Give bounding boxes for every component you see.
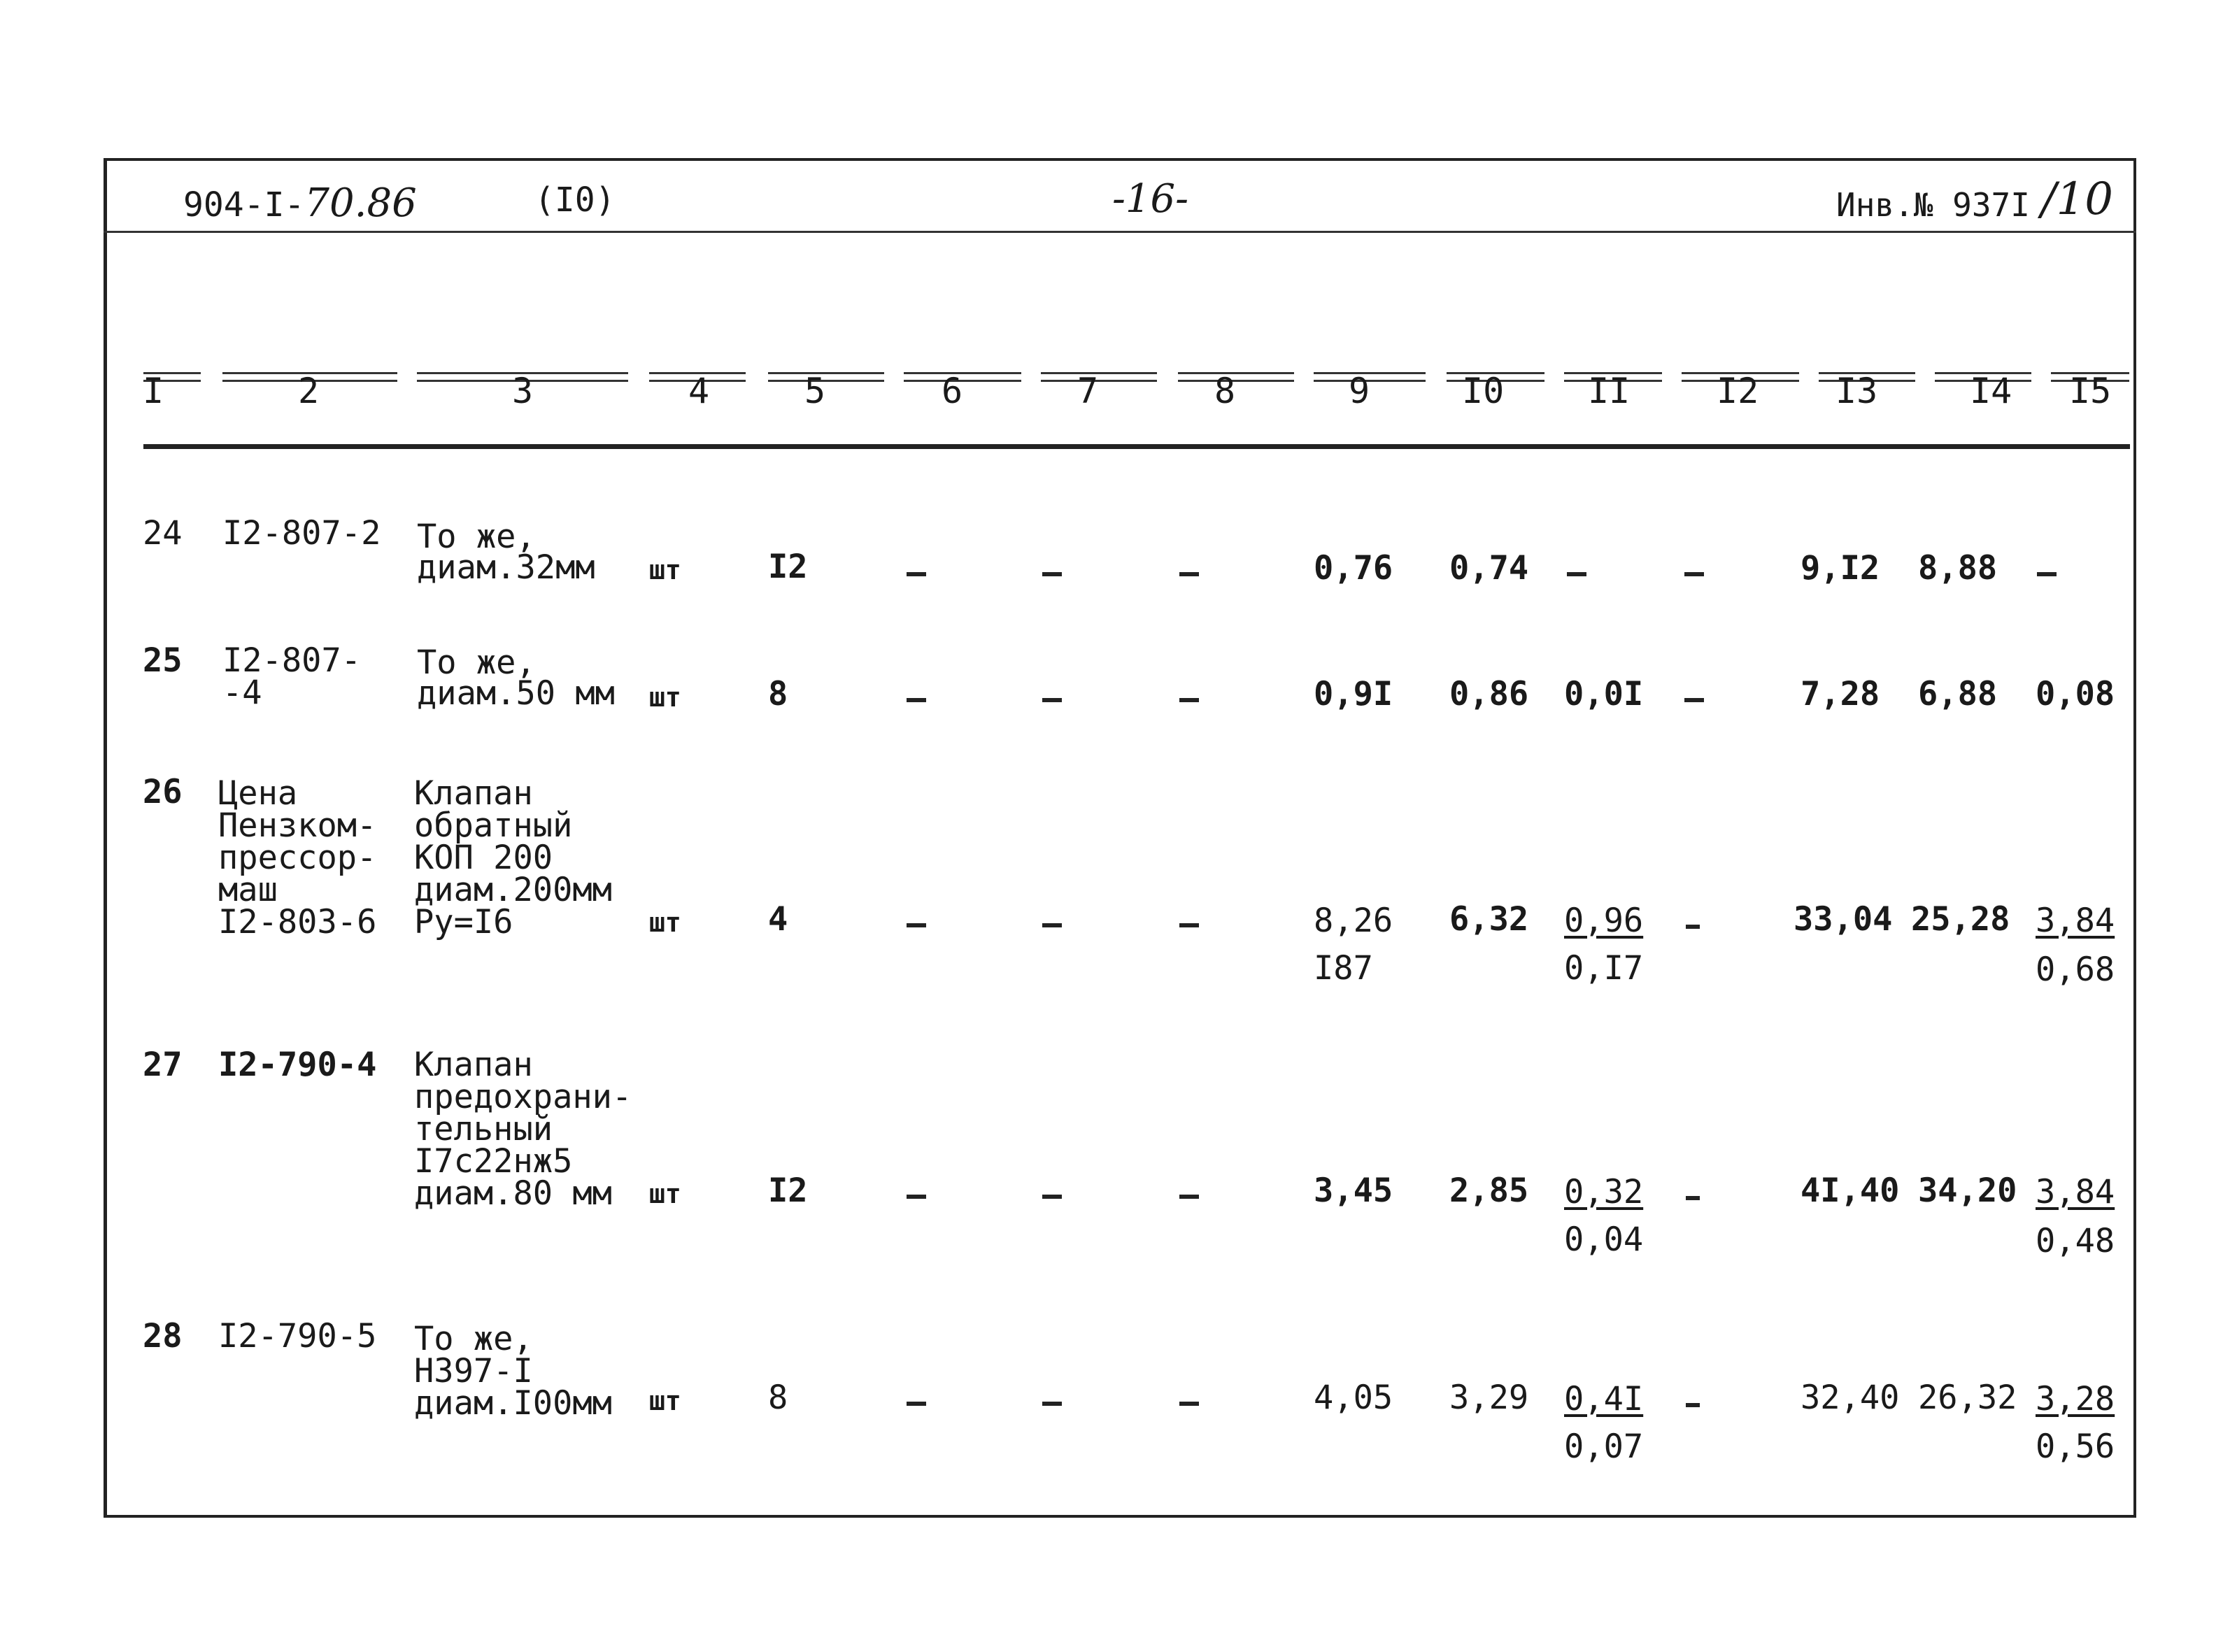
document-code-prefix: 904-I-	[183, 185, 305, 225]
empty-dash	[1042, 1402, 1062, 1406]
row-col11: 0,32	[1564, 1173, 1644, 1211]
row-number: 26	[143, 773, 183, 811]
table-header-rule	[143, 444, 2130, 449]
row-number: 28	[143, 1317, 183, 1355]
empty-dash	[907, 923, 926, 927]
row-col14: 25,28	[1911, 900, 2010, 939]
row-code: Цена Пензком- прессор- маш I2-803-6	[218, 774, 377, 941]
page-frame	[104, 158, 2136, 1518]
page-number: -16-	[1112, 176, 1189, 222]
row-col9: 8,26	[1314, 902, 1393, 940]
row-col9: 0,76	[1314, 549, 1393, 588]
empty-dash	[1567, 572, 1586, 576]
row-col14: 34,20	[1918, 1172, 2017, 1210]
row-qty: 8	[768, 1379, 788, 1417]
column-number: I	[143, 371, 164, 411]
empty-dash	[907, 1195, 926, 1199]
row-unit: шт	[649, 555, 681, 585]
row-col11: 0,96	[1564, 902, 1644, 940]
row-col11: 0,4I	[1564, 1380, 1644, 1418]
column-number: I3	[1835, 371, 1878, 411]
row-col10: 0,86	[1449, 675, 1529, 713]
header-divider	[104, 231, 2136, 233]
row-col9-sub: I87	[1314, 949, 1373, 988]
row-col10: 2,85	[1449, 1172, 1529, 1210]
row-col11-sub: 0,I7	[1564, 949, 1644, 988]
row-col14: 6,88	[1918, 675, 1998, 713]
empty-dash	[1179, 923, 1199, 927]
empty-dash	[907, 572, 926, 576]
row-number: 27	[143, 1046, 183, 1084]
row-col11: 0,0I	[1564, 675, 1644, 713]
row-col13: 7,28	[1801, 675, 1880, 713]
empty-dash	[1686, 1403, 1700, 1407]
column-number: 2	[298, 371, 320, 411]
empty-dash	[1042, 923, 1062, 927]
row-col15: 3,28	[2036, 1380, 2115, 1418]
row-col9: 4,05	[1314, 1379, 1393, 1417]
empty-dash	[1179, 698, 1199, 702]
row-unit: шт	[649, 1386, 681, 1416]
column-number: I2	[1717, 371, 1759, 411]
column-number: 3	[512, 371, 534, 411]
column-number: I5	[2069, 371, 2112, 411]
column-number: I4	[1970, 371, 2012, 411]
column-number: II	[1588, 371, 1631, 411]
row-name: Клапан обратный КОП 200 диам.200мм Ру=I6	[414, 774, 612, 941]
row-code: I2-807-2	[222, 514, 381, 553]
row-col9: 0,9I	[1314, 675, 1393, 713]
sheet-marker: (I0)	[534, 180, 616, 220]
column-number: 6	[942, 371, 963, 411]
row-col15-sub: 0,48	[2036, 1222, 2115, 1260]
row-col15-sub: 0,68	[2036, 950, 2115, 989]
row-col13: 9,I2	[1801, 549, 1880, 588]
empty-dash	[1686, 1196, 1700, 1200]
row-col15: 0,08	[2036, 675, 2115, 713]
column-number: 7	[1077, 371, 1099, 411]
row-col10: 0,74	[1449, 549, 1529, 588]
row-col15: 3,84	[2036, 902, 2115, 940]
row-number: 25	[143, 641, 183, 680]
row-code: I2-790-5	[218, 1317, 377, 1355]
row-name: То же, диам.50 мм	[417, 643, 615, 713]
empty-dash	[1684, 572, 1704, 576]
row-col11-sub: 0,04	[1564, 1220, 1644, 1259]
inventory-label: Инв.№ 937I	[1836, 186, 2030, 224]
col-rule-8	[1178, 372, 1294, 382]
row-col14: 8,88	[1918, 549, 1998, 588]
row-col15-sub: 0,56	[2036, 1427, 2115, 1466]
empty-dash	[1042, 572, 1062, 576]
row-unit: шт	[649, 682, 681, 713]
row-qty: I2	[768, 548, 808, 586]
row-code: I2-807- -4	[222, 641, 362, 712]
row-col13: 33,04	[1794, 900, 1893, 939]
row-col14: 26,32	[1918, 1379, 2017, 1417]
column-number: 4	[688, 371, 710, 411]
empty-dash	[1042, 1195, 1062, 1199]
row-col10: 6,32	[1449, 900, 1529, 939]
row-col9: 3,45	[1314, 1172, 1393, 1210]
col-rule-7	[1041, 372, 1157, 382]
empty-dash	[907, 1402, 926, 1406]
column-number: 9	[1349, 371, 1370, 411]
empty-dash	[1042, 698, 1062, 702]
row-qty: 8	[768, 675, 788, 713]
column-number: 5	[804, 371, 826, 411]
row-name: То же, Н397-I диам.I00мм	[414, 1320, 612, 1423]
row-code: I2-790-4	[218, 1046, 377, 1084]
row-col13: 4I,40	[1801, 1172, 1900, 1210]
row-unit: шт	[649, 907, 681, 938]
row-col10: 3,29	[1449, 1379, 1529, 1417]
row-col15: 3,84	[2036, 1173, 2115, 1211]
inventory-handwritten: /10	[2041, 173, 2113, 225]
column-number: I0	[1462, 371, 1505, 411]
empty-dash	[907, 698, 926, 702]
row-name: То же, диам.32мм	[417, 518, 595, 587]
row-name: Клапан предохрани- тельный I7с22нж5 диам.80 мм	[414, 1046, 632, 1213]
empty-dash	[1686, 925, 1700, 929]
row-qty: 4	[768, 900, 788, 939]
empty-dash	[2037, 572, 2057, 576]
row-qty: I2	[768, 1172, 808, 1210]
empty-dash	[1179, 572, 1199, 576]
document-code-handwritten: 70.86	[304, 180, 417, 226]
col-rule-5	[768, 372, 884, 382]
row-col11-sub: 0,07	[1564, 1427, 1644, 1466]
column-number: 8	[1214, 371, 1236, 411]
empty-dash	[1179, 1195, 1199, 1199]
row-number: 24	[143, 514, 183, 553]
empty-dash	[1684, 698, 1704, 702]
row-unit: шт	[649, 1179, 681, 1209]
row-col13: 32,40	[1801, 1379, 1900, 1417]
empty-dash	[1179, 1402, 1199, 1406]
document-code	[183, 180, 417, 226]
